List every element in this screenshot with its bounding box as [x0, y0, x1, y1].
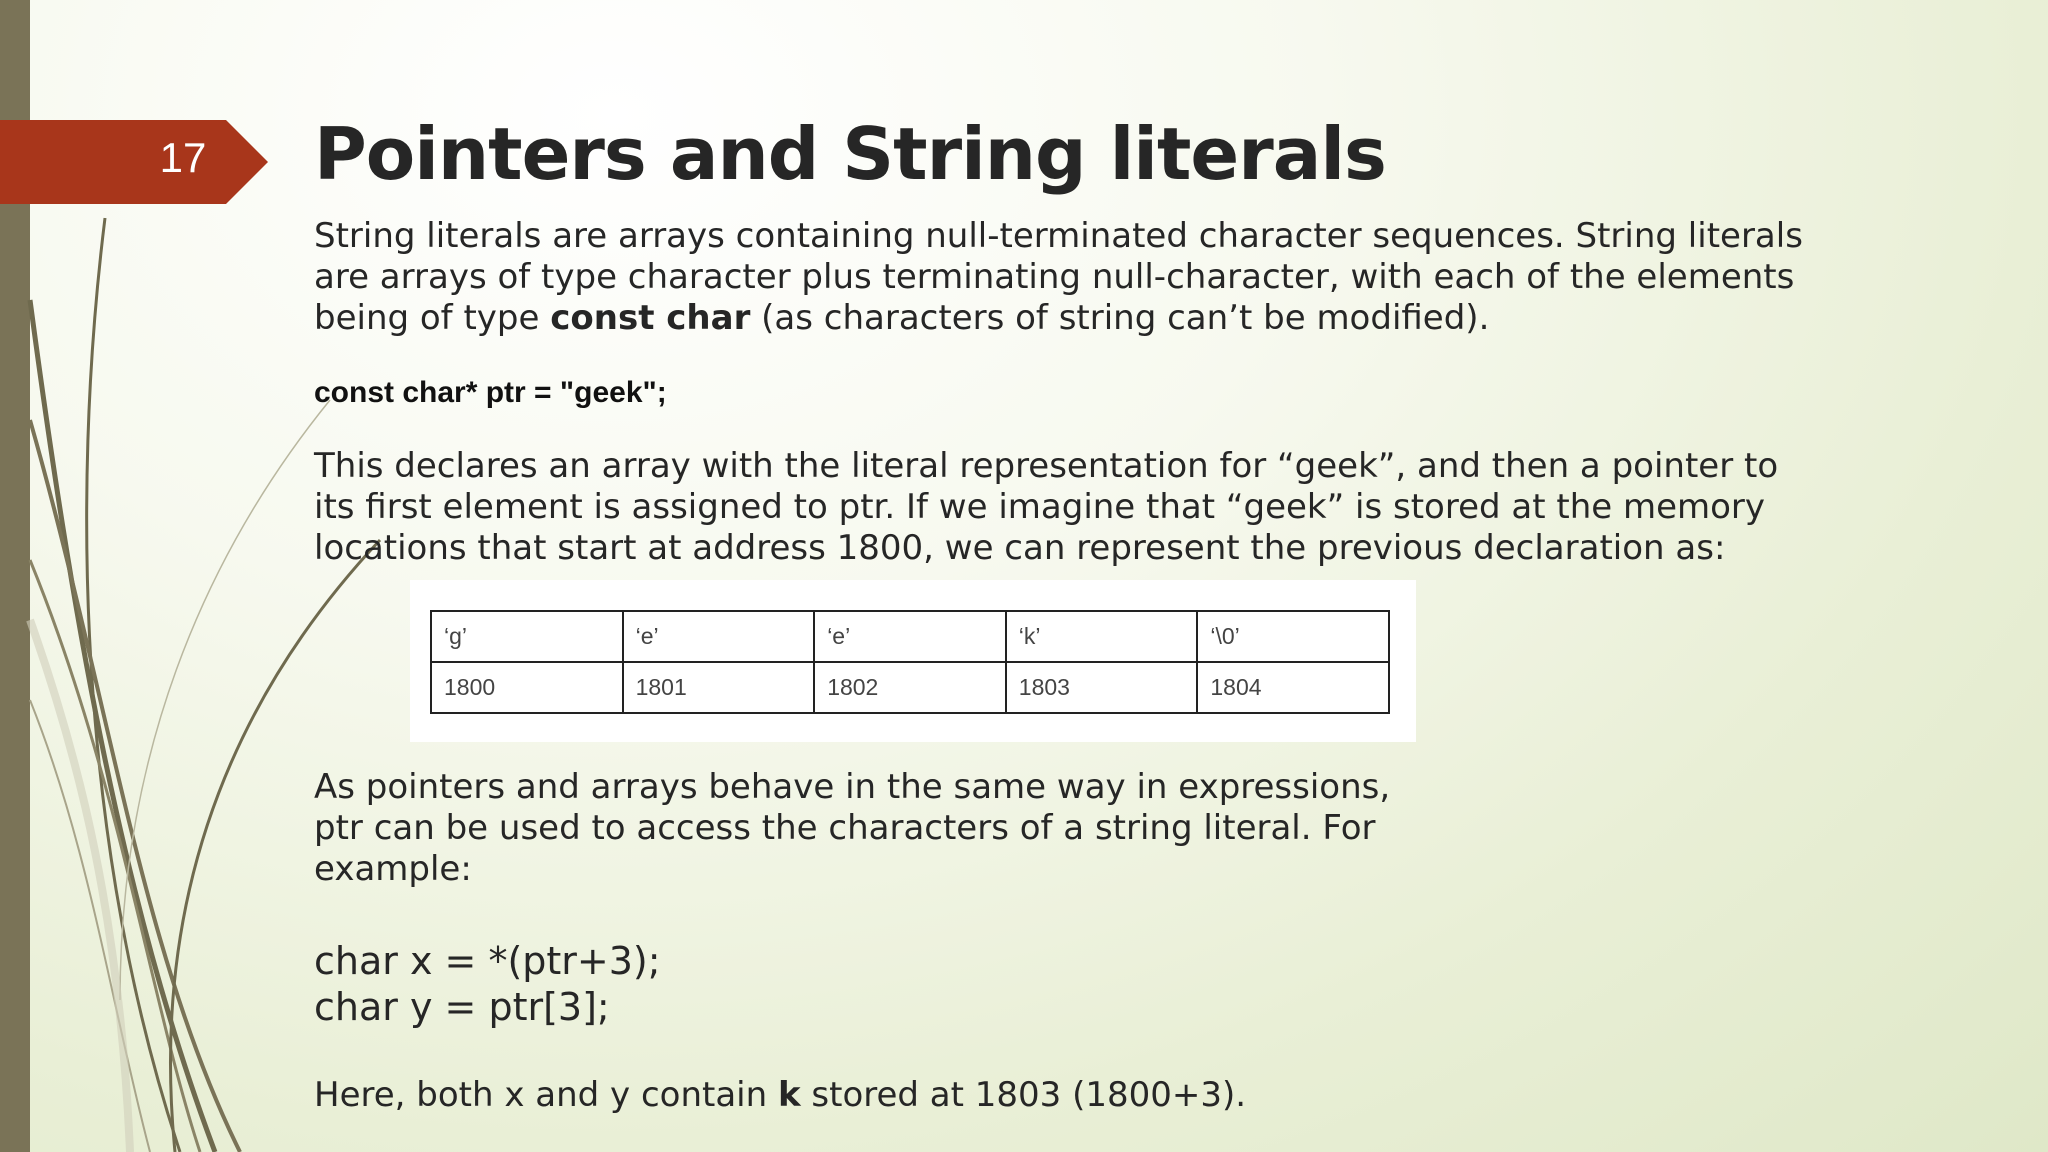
memory-table-panel	[410, 580, 1416, 742]
conclusion-paragraph	[314, 1075, 1814, 1116]
conclusion-text-1: Here, both x and y contain	[314, 1075, 778, 1115]
slide-title: Pointers and String literals	[314, 112, 1386, 196]
access-paragraph: As pointers and arrays behave in the same way in expressions, ptr can be used to access the characters of a string literal. For example:	[314, 767, 1391, 889]
table-cell-address: 1800	[431, 662, 623, 713]
code-line: char x = *(ptr+3);	[314, 939, 661, 983]
table-cell-address: 1803	[1006, 662, 1198, 713]
table-cell-address: 1802	[814, 662, 1006, 713]
intro-text-1: String literals are arrays containing null-terminated character sequences. String literals are arrays of type character plus terminating null-character, with each of the elements being of type	[314, 216, 1803, 338]
code-example	[314, 938, 661, 1030]
table-cell-address: 1804	[1197, 662, 1389, 713]
table-cell-address: 1801	[623, 662, 815, 713]
table-cell-char: ‘g’	[431, 611, 623, 662]
slide-number-flag	[0, 120, 268, 204]
table-row-addresses	[431, 662, 1389, 713]
table-row-characters	[431, 611, 1389, 662]
code-line: char y = ptr[3];	[314, 985, 610, 1029]
table-cell-char: ‘k’	[1006, 611, 1198, 662]
table-cell-char: ‘e’	[814, 611, 1006, 662]
conclusion-bold: k	[777, 1075, 801, 1115]
intro-paragraph	[314, 216, 1814, 339]
code-declaration: const char* ptr = "geek";	[314, 376, 667, 409]
table-cell-char: ‘e’	[623, 611, 815, 662]
memory-table	[430, 610, 1390, 714]
table-cell-char: ‘\0’	[1197, 611, 1389, 662]
slide-number: 17	[159, 134, 207, 181]
explanation-paragraph: This declares an array with the literal representation for “geek”, and then a pointer to its first element is assigned to ptr. If we imagine that “geek” is stored at the memory locations that start at address 1800, we can represent the previous declaration as:	[314, 446, 1779, 568]
intro-bold-term: const char	[550, 298, 751, 338]
intro-text-2: (as characters of string can’t be modified).	[750, 298, 1490, 338]
conclusion-text-2: stored at 1803 (1800+3).	[800, 1075, 1247, 1115]
